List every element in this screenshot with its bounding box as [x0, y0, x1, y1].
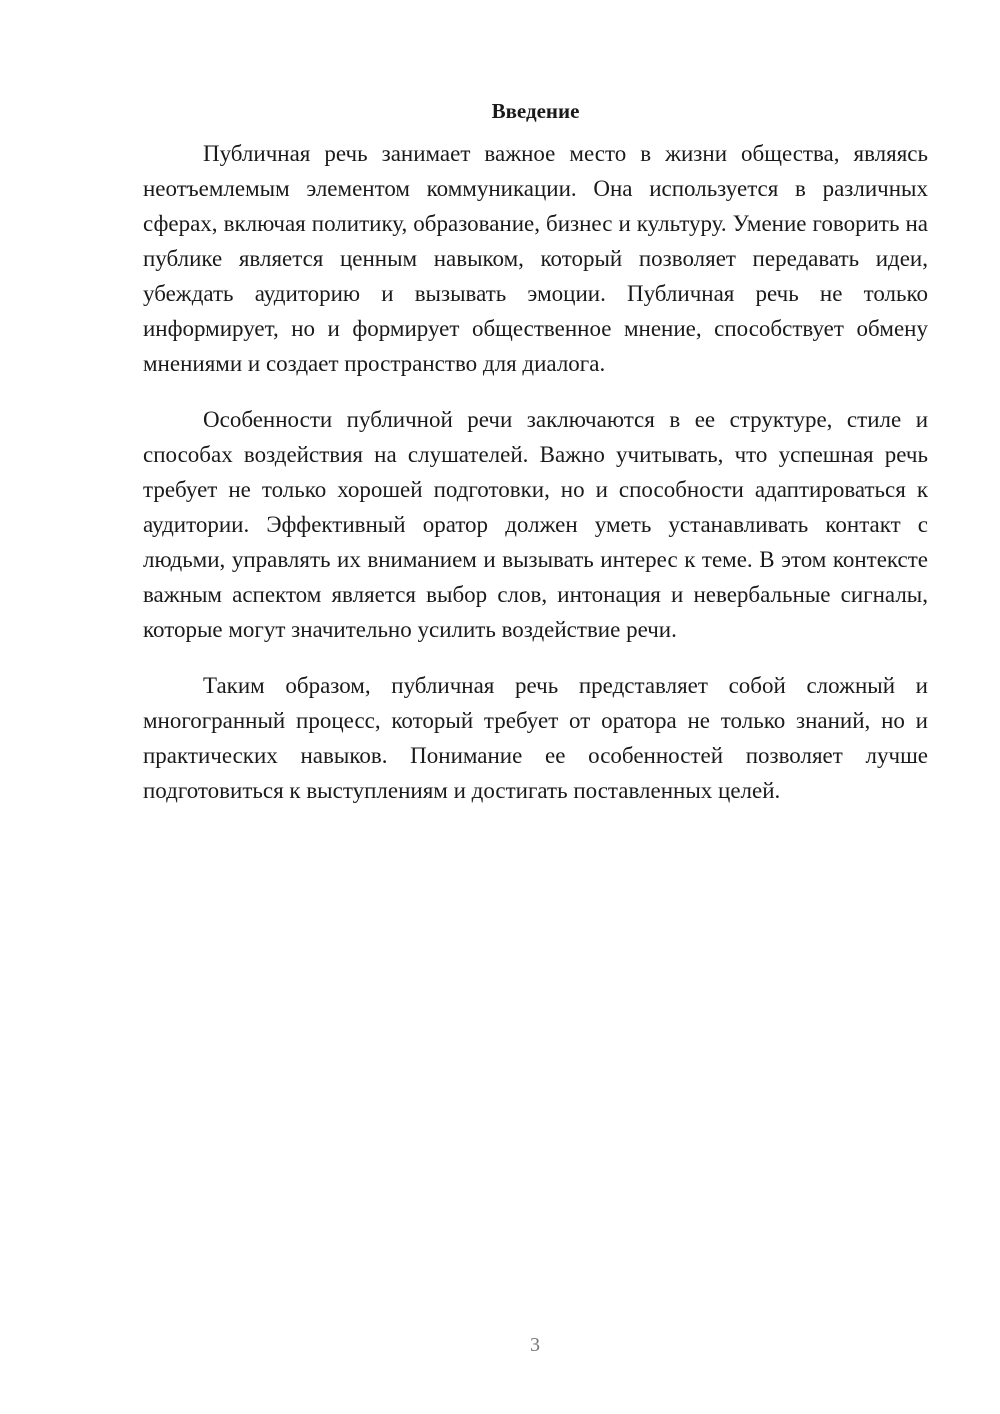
page-number: 3	[530, 1334, 540, 1356]
paragraph-2: Особенности публичной речи заключаются в ее структуре, стиле и способах воздействия на слушателей. Важно учитывать, что успешная речь требует не только хорошей подготовки, но и способности адаптироваться к аудитории. Эффективный оратор должен уметь устанавливать контакт с людьми, управлять их вниманием и вызывать интерес к теме. В этом контексте важным аспектом является выбор слов, интонация и невербальные сигналы, которые могут значительно усилить воздействие речи.	[143, 407, 928, 642]
paragraph-1: Публичная речь занимает важное место в жизни общества, являясь неотъемлемым элементом коммуникации. Она используется в различных сферах, включая политику, образование, бизнес и культуру. Умение говорить на публике является ценным навыком, который позволяет передавать идеи, убеждать аудиторию и вызывать эмоции. Публичная речь не только информирует, но и формирует общественное мнение, способствует обмену мнениями и создает пространство для диалога.	[143, 141, 928, 376]
page-content	[143, 96, 928, 829]
section-heading: Введение	[491, 99, 580, 123]
paragraph-3: Таким образом, публичная речь представляет собой сложный и многогранный процесс, который требует от оратора не только знаний, но и практических навыков. Понимание ее особенностей позволяет лучше подготовиться к выступлениям и достигать поставленных целей.	[143, 673, 928, 803]
